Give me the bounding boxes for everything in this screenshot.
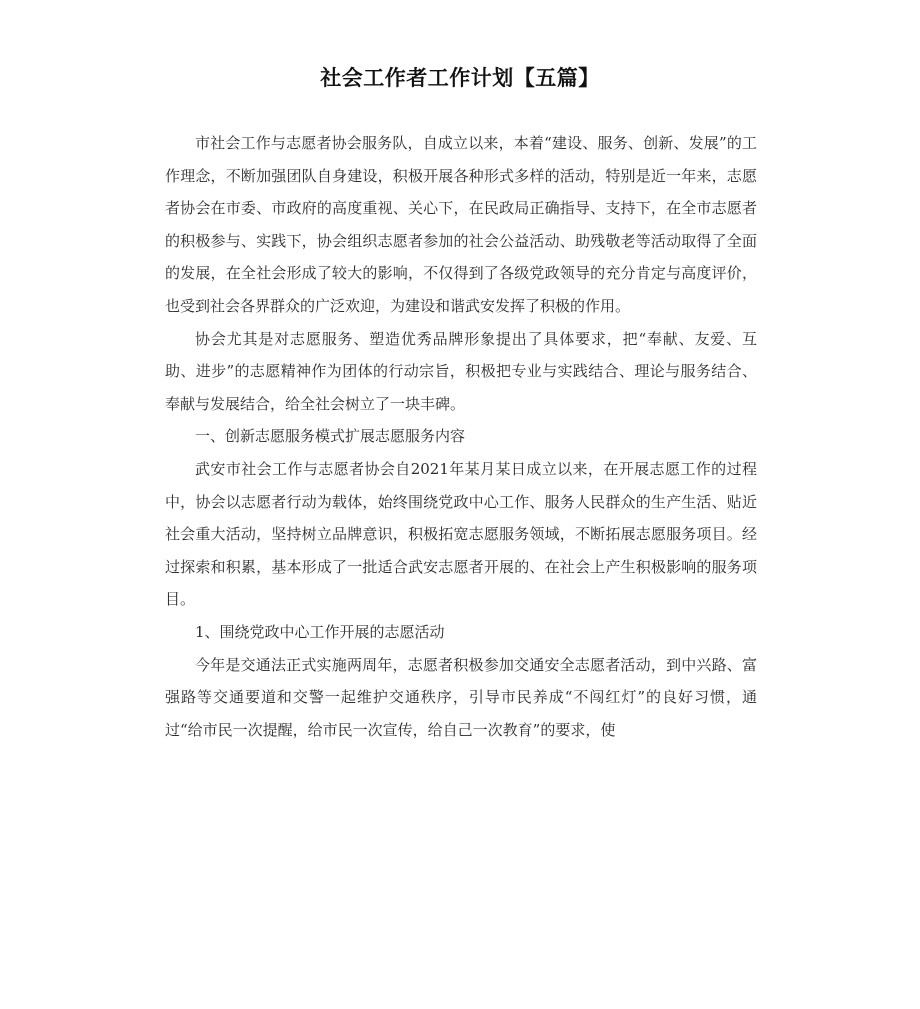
section-heading-1: 一、创新志愿服务模式扩展志愿服务内容 — [195, 427, 466, 446]
paragraph-subsection-1: 今年是交通法正式实施两周年，志愿者积极参加交通安全志愿者活动，到中兴路、富强路等交通要道和交警一起维护交通秩序，引导市民养成“不闯红灯”的良好习惯，通过“给市民一次提醒，给市民一次宣传，给自己一次教育”的要求，使 — [165, 655, 757, 739]
subsection-heading-1: 1、围绕党政中心工作开展的志愿活动 — [195, 622, 445, 641]
paragraph-association-requirements: 协会尤其是对志愿服务、塑造优秀品牌形象提出了具体要求，把“奉献、友爱、互助、进步”的志愿精神作为团体的行动宗旨，积极把专业与实践结合、理论与服务结合、奉献与发展结合，给全社会树立了一块丰碑。 — [165, 329, 757, 413]
document-title: 社会工作者工作计划【五篇】 — [320, 66, 600, 90]
paragraph-section-1: 武安市社会工作与志愿者协会自2021年某月某日成立以来，在开展志愿工作的过程中，协会以志愿者行动为载体，始终围绕党政中心工作、服务人民群众的生产生活、贴近社会重大活动，坚持树立品牌意识，积极拓宽志愿服务领域，不断拓展志愿服务项目。经过探索和积累，基本形成了一批适合武安志愿者开展的、在社会上产生积极影响的服务项目。 — [165, 459, 757, 609]
document-body — [165, 127, 757, 746]
paragraph-intro: 市社会工作与志愿者协会服务队，自成立以来，本着“建设、服务、创新、发展”的工作理念，不断加强团队自身建设，积极开展各种形式多样的活动，特别是近一年来，志愿者协会在市委、市政府的高度重视、关心下，在民政局正确指导、支持下，在全市志愿者的积极参与、实践下，协会组织志愿者参加的社会公益活动、助残敬老等活动取得了全面的发展，在全社会形成了较大的影响，不仅得到了各级党政领导的充分肯定与高度评价，也受到社会各界群众的广泛欢迎，为建设和谐武安发挥了积极的作用。 — [165, 134, 757, 315]
